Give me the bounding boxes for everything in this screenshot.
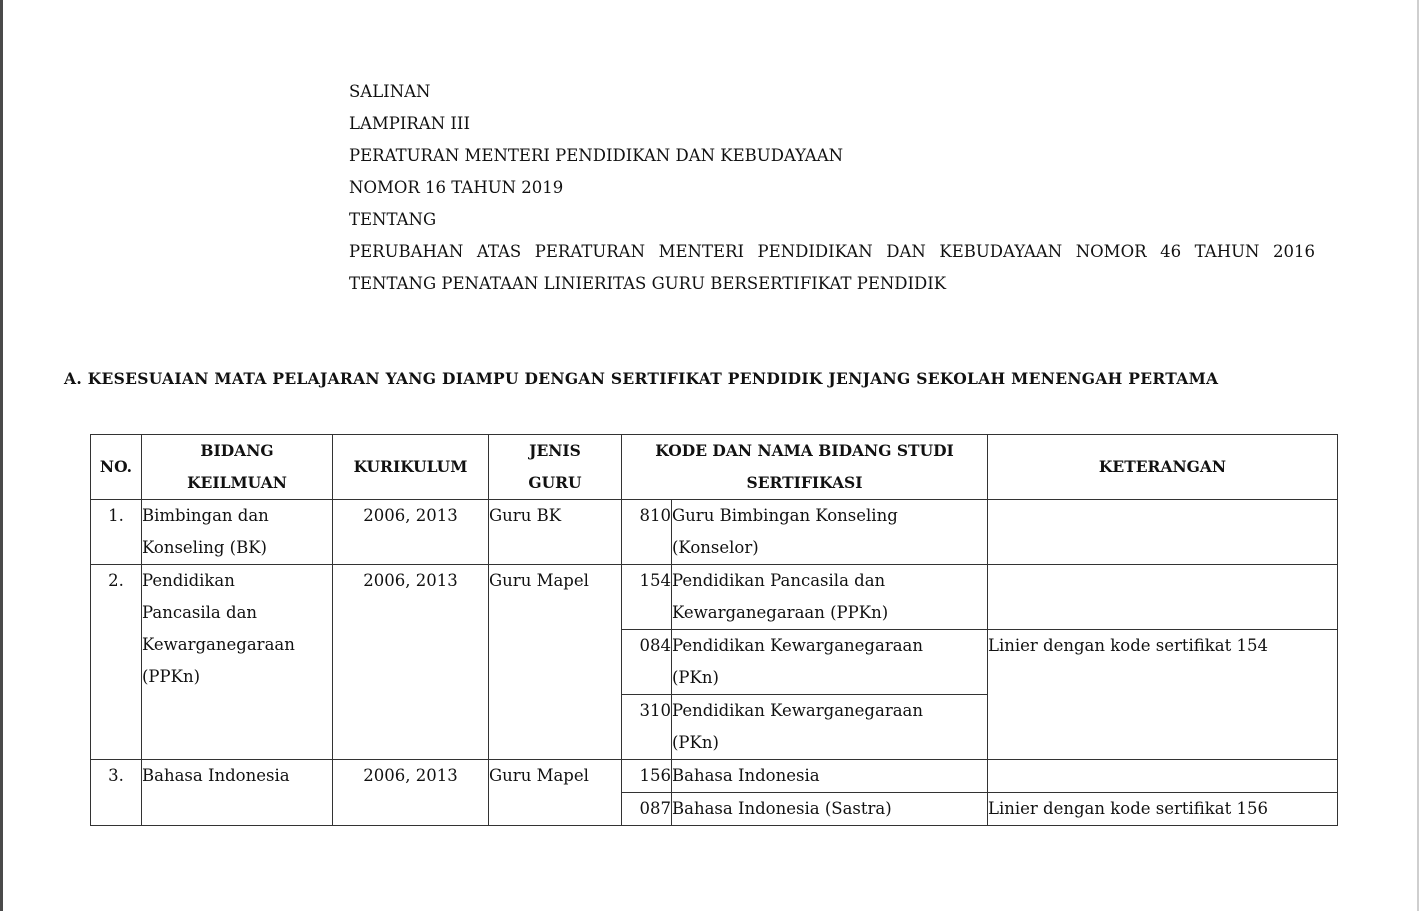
header-no-label: NO.	[99, 457, 133, 476]
window-left-edge	[0, 0, 3, 911]
header-kurikulum-label: KURIKULUM	[353, 457, 468, 476]
row-nama-sertifikat	[672, 565, 988, 630]
row-kode-text: 087	[639, 799, 671, 818]
row-no	[91, 760, 142, 826]
row-nama-sertifikat	[672, 500, 988, 565]
row-nama-line: Guru Bimbingan Konseling	[672, 506, 898, 525]
row-bidang-line: Pancasila dan	[142, 603, 258, 622]
row-jenis	[489, 565, 622, 760]
table-row	[91, 760, 1338, 793]
header-no	[91, 435, 142, 500]
header-kode	[622, 435, 988, 500]
row-bidang-line: Pendidikan	[142, 571, 235, 590]
table-row	[91, 565, 1338, 630]
row-keterangan	[988, 565, 1338, 630]
header-line-lampiran: LAMPIRAN III	[349, 114, 470, 133]
header-keterangan-label: KETERANGAN	[1098, 457, 1227, 476]
row-nama-sertifikat	[672, 793, 988, 826]
row-keterangan-merged	[988, 630, 1338, 760]
header-jenis-line1: JENIS	[529, 441, 581, 460]
row-keterangan	[988, 500, 1338, 565]
header-kode-line2: SERTIFIKASI	[746, 473, 863, 492]
linearity-table	[90, 434, 1338, 826]
row-bidang-line: Bahasa Indonesia	[142, 766, 290, 785]
header-line-tentang: TENTANG	[349, 210, 437, 229]
header-keterangan	[988, 435, 1338, 500]
row-nama-sertifikat	[672, 630, 988, 695]
header-kurikulum	[333, 435, 489, 500]
row-kurikulum-text: 2006, 2013	[363, 766, 458, 785]
row-no	[91, 565, 142, 760]
row-kode-text: 156	[639, 766, 671, 785]
header-jenis-line2: GURU	[528, 473, 582, 492]
row-kurikulum	[333, 565, 489, 760]
header-line-perubahan: PERUBAHAN ATAS PERATURAN MENTERI PENDIDIKAN DAN KEBUDAYAAN NOMOR 46 TAHUN 2016	[349, 242, 1315, 261]
header-kode-line1: KODE DAN NAMA BIDANG STUDI	[655, 441, 954, 460]
table-row	[91, 500, 1338, 565]
row-nama-sertifikat	[672, 695, 988, 760]
row-kurikulum-text: 2006, 2013	[363, 571, 458, 590]
row-kode	[622, 500, 672, 565]
row-kode	[622, 630, 672, 695]
row-nama-line: (PKn)	[672, 668, 719, 687]
row-bidang	[142, 500, 333, 565]
row-kode-text: 154	[639, 571, 671, 590]
row-nama-line: Bahasa Indonesia (Sastra)	[672, 799, 892, 818]
row-kode-text: 310	[639, 701, 671, 720]
row-no-text: 3.	[108, 766, 124, 785]
row-nama-line: Pendidikan Kewarganegaraan	[672, 701, 924, 720]
section-title: A. KESESUAIAN MATA PELAJARAN YANG DIAMPU DENGAN SERTIFIKAT PENDIDIK JENJANG SEKOLAH MENENGAH PERTAMA	[64, 369, 1219, 388]
row-kode	[622, 695, 672, 760]
row-kurikulum-text: 2006, 2013	[363, 506, 458, 525]
header-line-penataan: TENTANG PENATAAN LINIERITAS GURU BERSERTIFIKAT PENDIDIK	[349, 274, 947, 293]
row-keterangan	[988, 760, 1338, 793]
row-nama-line: Pendidikan Pancasila dan	[672, 571, 886, 590]
row-no-text: 2.	[108, 571, 124, 590]
header-line-nomor: NOMOR 16 TAHUN 2019	[349, 178, 564, 197]
row-bidang-line: Konseling (BK)	[142, 538, 267, 557]
row-bidang	[142, 760, 333, 826]
row-no	[91, 500, 142, 565]
header-jenis	[489, 435, 622, 500]
row-bidang-line: Bimbingan dan	[142, 506, 269, 525]
header-line-salinan: SALINAN	[349, 82, 431, 101]
row-bidang	[142, 565, 333, 760]
row-jenis-text: Guru BK	[489, 506, 562, 525]
row-kode-text: 084	[639, 636, 671, 655]
row-nama-line: (PKn)	[672, 733, 719, 752]
row-bidang-line: Kewarganegaraan	[142, 635, 295, 654]
row-nama-sertifikat	[672, 760, 988, 793]
row-bidang-line: (PPKn)	[142, 667, 201, 686]
row-jenis	[489, 500, 622, 565]
row-nama-line: Bahasa Indonesia	[672, 766, 820, 785]
row-nama-line: Kewarganegaraan (PPKn)	[672, 603, 889, 622]
row-kode-text: 810	[639, 506, 671, 525]
row-jenis	[489, 760, 622, 826]
row-kode	[622, 565, 672, 630]
header-bidang	[142, 435, 333, 500]
row-kurikulum	[333, 760, 489, 826]
row-kode	[622, 760, 672, 793]
document-header	[349, 80, 1315, 304]
row-jenis-text: Guru Mapel	[489, 571, 589, 590]
row-keterangan-text: Linier dengan kode sertifikat 154	[988, 636, 1269, 655]
table-header-row	[91, 435, 1338, 500]
row-no-text: 1.	[108, 506, 124, 525]
row-keterangan	[988, 793, 1338, 826]
row-kurikulum	[333, 500, 489, 565]
row-nama-line: Pendidikan Kewarganegaraan	[672, 636, 924, 655]
row-keterangan-text: Linier dengan kode sertifikat 156	[988, 799, 1269, 818]
row-nama-line: (Konselor)	[672, 538, 759, 557]
header-line-peraturan: PERATURAN MENTERI PENDIDIKAN DAN KEBUDAYAAN	[349, 146, 844, 165]
header-bidang-line2: KEILMUAN	[187, 473, 287, 492]
row-jenis-text: Guru Mapel	[489, 766, 589, 785]
row-kode	[622, 793, 672, 826]
header-bidang-line1: BIDANG	[200, 441, 274, 460]
